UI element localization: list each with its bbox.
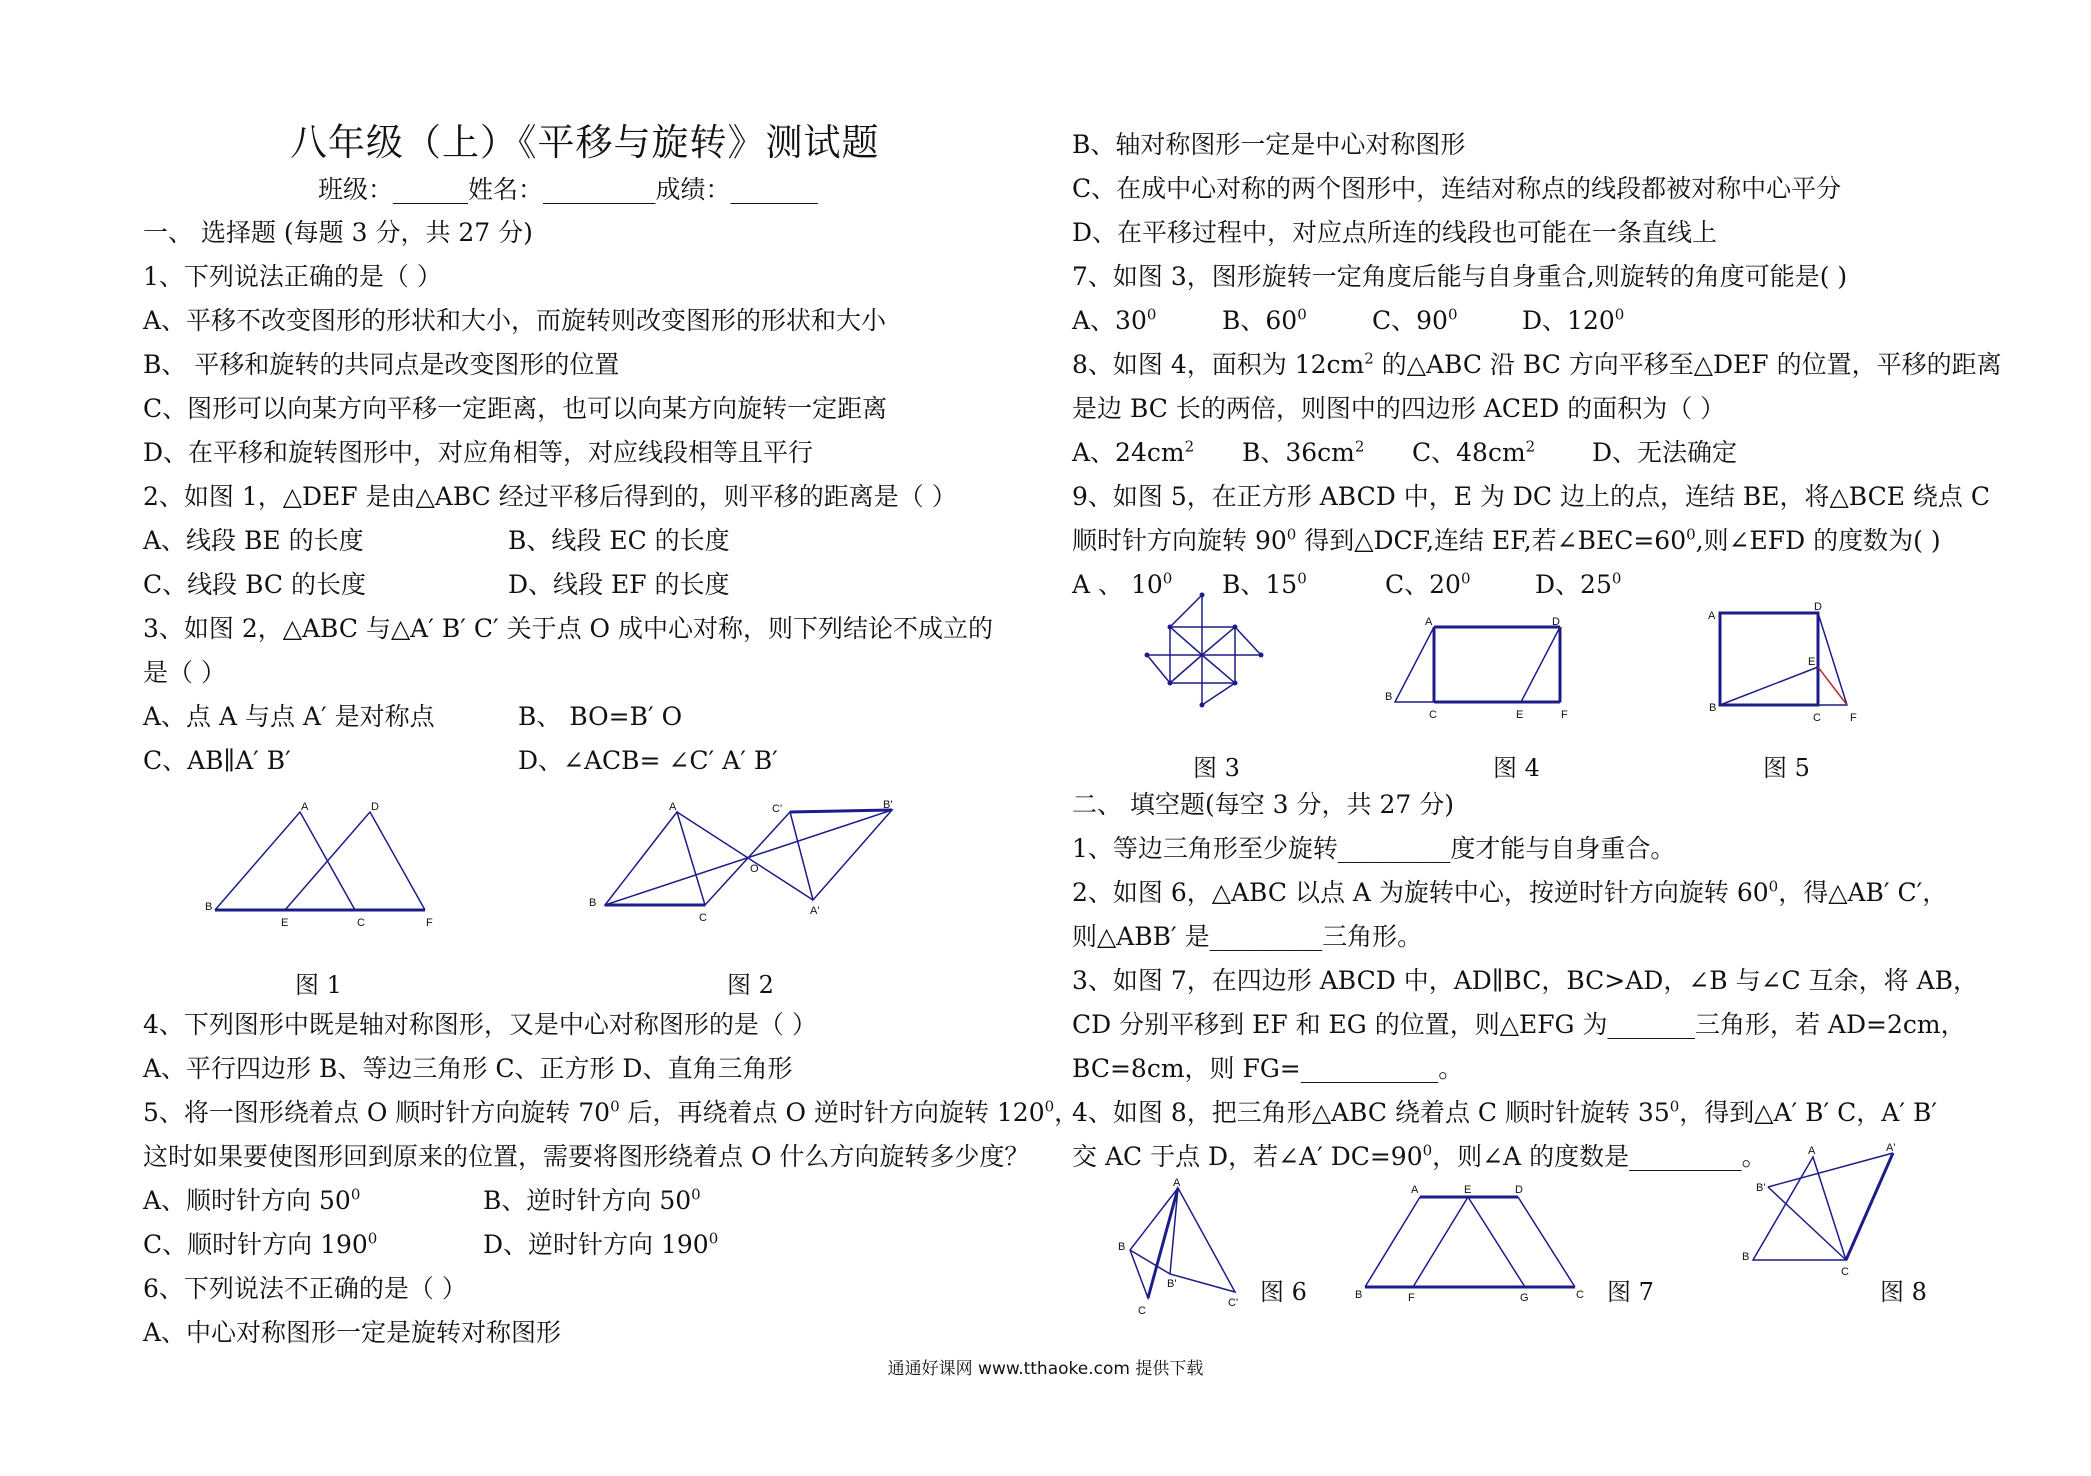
q9-stem: 9、如图 5，在正方形 ABCD 中，E 为 DC 边上的点，连结 BE，将△BCE 绕点 C [1072, 482, 1991, 511]
q1-option-c: C、图形可以向某方向平移一定距离，也可以向某方向旋转一定距离 [143, 394, 888, 423]
fig7-label-f: F [1408, 1292, 1415, 1304]
fig7-label-g: G [1520, 1292, 1529, 1304]
q9-option-b: B、$15^0$ [1222, 569, 1307, 599]
fill-q3-cont2: BC=8cm，则 FG=___________。 [1072, 1054, 1464, 1083]
section-1-heading: 一、 选择题 (每题 3 分，共 27 分) [143, 218, 533, 247]
fig6-label-b: B [1118, 1241, 1126, 1253]
q8-option-d: D、无法确定 [1592, 438, 1738, 467]
q6-option-d: D、在平移过程中，对应点所连的线段也可能在一条直线上 [1072, 218, 1718, 247]
fig5-label-b: B [1709, 702, 1717, 714]
q5-option-c: C、顺时针方向 $190^0$ [143, 1229, 378, 1259]
q9-option-a: A 、 $10^0$ [1072, 569, 1173, 599]
q5-stem: 5、将一图形绕着点 O 顺时针方向旋转 $70^0$ 后，再绕着点 O 逆时针方向旋转 $120^0$， [143, 1097, 1080, 1127]
fig4-label-c: C [1429, 709, 1437, 721]
fig2-label-c-prime: C' [772, 803, 783, 815]
figure-1 [205, 800, 445, 935]
figure-7 [1355, 1182, 1595, 1302]
fig8-label-c: C [1841, 1266, 1849, 1278]
q3-stem: 3、如图 2，△ABC 与△A′ B′ C′ 关于点 O 成中心对称，则下列结论不成立的 [143, 614, 993, 643]
figure-2 [585, 800, 905, 925]
fill-q4-cont: 交 AC 于点 D，若∠A′ $DC=90^0$，则∠A 的度数是_________。 [1072, 1141, 1767, 1171]
q6-option-c: C、在成中心对称的两个图形中，连结对称点的线段都被对称中心平分 [1072, 174, 1842, 203]
q3-option-c: C、AB∥A′ B′ [143, 746, 291, 775]
fig4-label-b: B [1385, 691, 1393, 703]
caption-figure-7: 图 7 [1607, 1278, 1654, 1306]
q1-option-a: A、平移不改变图形的形状和大小，而旋转则改变图形的形状和大小 [143, 306, 887, 335]
q3-option-b: B、 BO=B′ O [518, 702, 683, 731]
q4-options: A、平行四边形 B、等边三角形 C、正方形 D、直角三角形 [143, 1054, 793, 1083]
student-info-line: 班级：______姓名：_________成绩：_______ [318, 175, 819, 204]
fig1-label-a: A [301, 801, 309, 813]
fig7-label-d: D [1515, 1184, 1523, 1196]
q3-option-d: D、∠ACB= ∠C′ A′ B′ [518, 746, 778, 775]
q8-stem-cont: 是边 BC 长的两倍，则图中的四边形 ACED 的面积为（ ） [1072, 394, 1726, 423]
q7-option-c: C、$90^0$ [1372, 305, 1458, 335]
fig8-label-b-prime: B' [1756, 1182, 1766, 1194]
q9-option-d: D、$25^0$ [1535, 569, 1622, 599]
fill-q1: 1、等边三角形至少旋转_________度才能与自身重合。 [1072, 834, 1676, 863]
fig7-label-a: A [1411, 1184, 1419, 1196]
fig1-label-e: E [281, 917, 289, 929]
section-2-heading: 二、 填空题(每空 3 分，共 27 分) [1072, 790, 1454, 819]
q6-option-a: A、中心对称图形一定是旋转对称图形 [143, 1318, 562, 1347]
caption-figure-3: 图 3 [1193, 754, 1240, 782]
fill-q2: 2、如图 6，△ABC 以点 A 为旋转中心，按逆时针方向旋转 $60^0$，得△AB′ C′， [1072, 877, 1948, 907]
fig5-label-d: D [1814, 601, 1822, 613]
fig8-label-b: B [1742, 1251, 1750, 1263]
q2-option-b: B、线段 EC 的长度 [508, 526, 730, 555]
fig2-label-b: B [589, 897, 597, 909]
fill-q3: 3、如图 7，在四边形 ABCD 中，AD∥BC，BC>AD，∠B 与∠C 互余，将 AB， [1072, 966, 1978, 995]
fig6-label-a: A [1173, 1177, 1181, 1189]
figure-3 [1135, 595, 1275, 715]
fig4-label-a: A [1425, 616, 1433, 628]
q8-option-a: A、$24cm^2$ [1072, 437, 1195, 467]
q3-stem-cont: 是（ ） [143, 658, 226, 687]
fig2-label-a: A [669, 801, 677, 813]
fill-q4: 4、如图 8，把三角形△ABC 绕着点 C 顺时针旋转 $35^0$，得到△A′ B′ C，A′ B′ [1072, 1097, 1938, 1127]
q1-option-d: D、在平移和旋转图形中，对应角相等，对应线段相等且平行 [143, 438, 814, 467]
q5-stem-cont: 这时如果要使图形回到原来的位置，需要将图形绕着点 O 什么方向旋转多少度？ [143, 1142, 1030, 1171]
fig1-label-d: D [371, 801, 379, 813]
fig2-label-c: C [699, 912, 707, 924]
caption-figure-8: 图 8 [1880, 1278, 1927, 1306]
figure-6 [1110, 1177, 1250, 1320]
q1-option-b: B、 平移和旋转的共同点是改变图形的位置 [143, 350, 620, 379]
fill-q3-cont: CD 分别平移到 EF 和 EG 的位置，则△EFG 为_______三角形，若 AD=2cm， [1072, 1010, 1966, 1039]
fig5-label-e: E [1808, 656, 1816, 668]
q8-option-c: C、$48cm^2$ [1412, 437, 1536, 467]
fig8-label-a-prime: A' [1886, 1142, 1896, 1154]
fig7-label-e: E [1464, 1184, 1472, 1196]
fig8-label-a: A [1808, 1145, 1816, 1157]
q5-option-a: A、顺时针方向 $50^0$ [143, 1185, 361, 1215]
q7-option-a: A、$30^0$ [1072, 305, 1157, 335]
q6-option-b: B、轴对称图形一定是中心对称图形 [1072, 130, 1466, 159]
caption-figure-5: 图 5 [1763, 754, 1810, 782]
figure-8 [1728, 1142, 1908, 1285]
q5-option-d: D、逆时针方向 $190^0$ [483, 1229, 719, 1259]
q9-stem-cont: 顺时针方向旋转 $90^0$ 得到△DCF,连结 EF,若$\angle BEC=60^0$,则∠EFD 的度数为( ) [1072, 525, 1941, 555]
fig5-label-a: A [1708, 610, 1716, 622]
fig2-label-a-prime: A' [810, 905, 820, 917]
fig2-label-b-prime: B' [883, 799, 893, 811]
fig6-label-c-prime: C' [1228, 1297, 1239, 1309]
footer-credit: 通通好课网 www.tthaoke.com 提供下载 [887, 1359, 1204, 1379]
caption-figure-4: 图 4 [1493, 754, 1540, 782]
q7-option-b: B、$60^0$ [1222, 305, 1307, 335]
fig1-label-c: C [357, 917, 365, 929]
caption-figure-6: 图 6 [1260, 1278, 1307, 1306]
fig7-label-c: C [1576, 1289, 1584, 1301]
page-title: 八年级（上）《平移与旋转》测试题 [290, 121, 880, 164]
q2-option-d: D、线段 EF 的长度 [508, 570, 730, 599]
figure-4 [1385, 612, 1585, 727]
q5-option-b: B、逆时针方向 $50^0$ [483, 1185, 701, 1215]
fig5-label-f: F [1850, 712, 1857, 724]
fig4-label-f: F [1561, 709, 1568, 721]
q3-option-a: A、点 A 与点 A′ 是对称点 [143, 702, 435, 731]
q6-stem: 6、下列说法不正确的是（ ） [143, 1274, 467, 1303]
q8-option-b: B、$36cm^2$ [1242, 437, 1365, 467]
fig6-label-b-prime: B' [1167, 1278, 1177, 1290]
q8-stem: 8、如图 4，面积为 $12cm^2$ 的△ABC 沿 BC 方向平移至△DEF 的位置，平移的距离 [1072, 349, 2002, 379]
caption-figure-1: 图 1 [295, 971, 342, 999]
q4-stem: 4、下列图形中既是轴对称图形，又是中心对称图形的是（ ） [143, 1010, 817, 1039]
fig5-label-c: C [1813, 712, 1821, 724]
q9-option-c: C、$20^0$ [1385, 569, 1471, 599]
caption-figure-2: 图 2 [727, 971, 774, 999]
fill-q2-cont: 则△ABB′ 是_________三角形。 [1072, 922, 1423, 951]
fig6-label-c: C [1138, 1305, 1146, 1317]
q7-stem: 7、如图 3，图形旋转一定角度后能与自身重合,则旋转的角度可能是( ) [1072, 262, 1848, 291]
q1-stem: 1、下列说法正确的是（ ） [143, 262, 442, 291]
fig2-label-o: O [750, 863, 759, 875]
q2-option-a: A、线段 BE 的长度 [143, 526, 364, 555]
q7-option-d: D、$120^0$ [1522, 305, 1625, 335]
fig4-label-d: D [1552, 616, 1560, 628]
q2-stem: 2、如图 1，△DEF 是由△ABC 经过平移后得到的，则平移的距离是（ ） [143, 482, 957, 511]
fig1-label-b: B [205, 901, 213, 913]
fig1-label-f: F [426, 917, 433, 929]
figure-5 [1705, 601, 1865, 730]
q2-option-c: C、线段 BC 的长度 [143, 570, 366, 599]
fig4-label-e: E [1516, 709, 1524, 721]
fig7-label-b: B [1355, 1289, 1363, 1301]
